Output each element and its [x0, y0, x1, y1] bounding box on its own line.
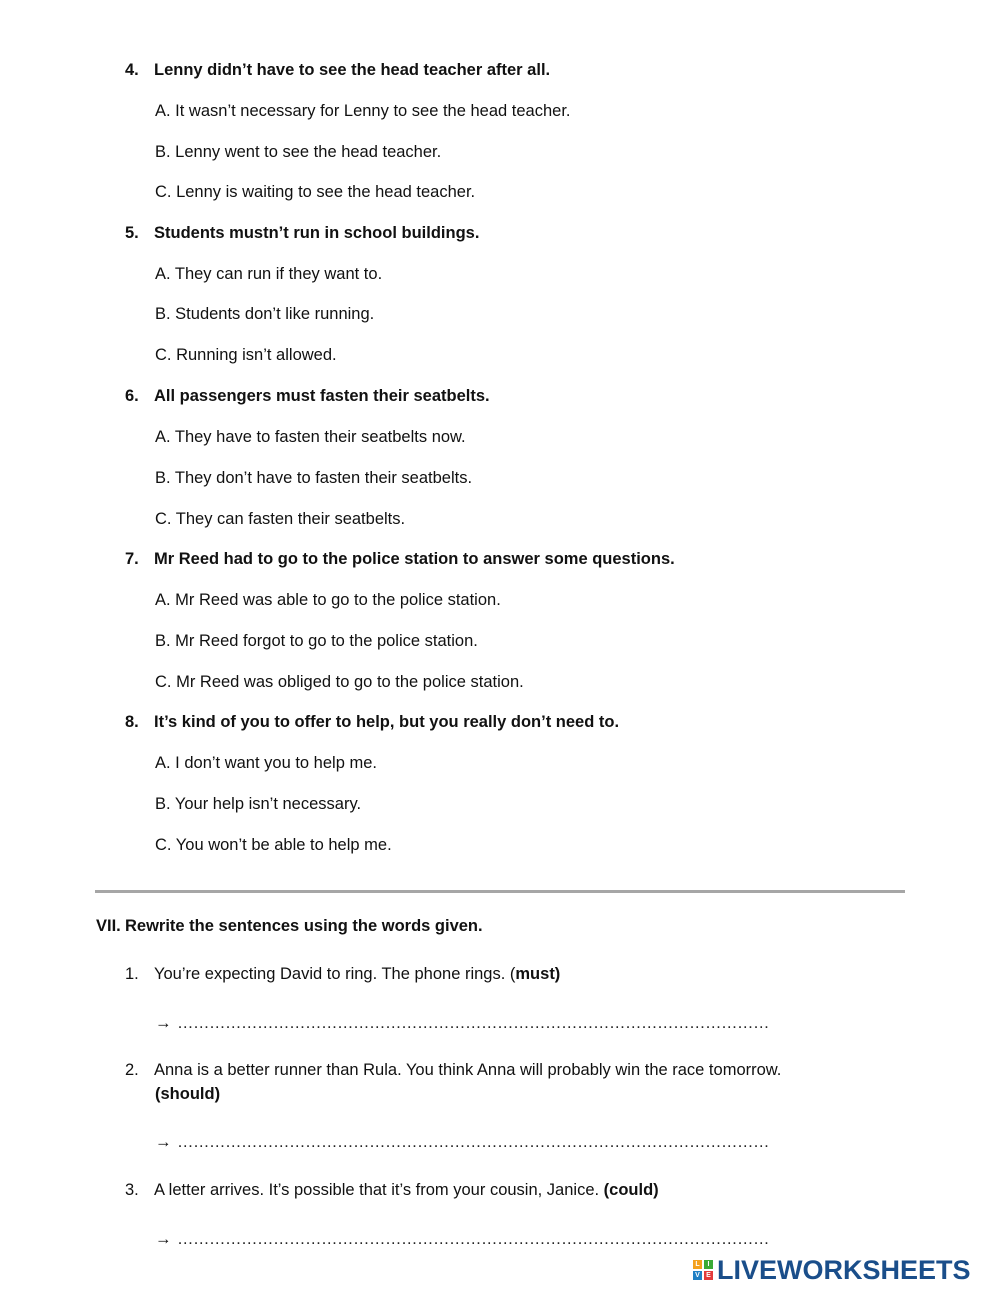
question-text: All passengers must fasten their seatbelts.: [154, 387, 490, 405]
question-5: 5. Students mustn’t run in school buildings.: [125, 224, 480, 242]
answer-blank[interactable]: …………………………………………………………………………………………………: [177, 1014, 769, 1032]
logo-text: LIVEWORKSHEETS: [717, 1254, 971, 1285]
option-6a[interactable]: A. They have to fasten their seatbelts now.: [155, 428, 466, 446]
option-6b[interactable]: B. They don’t have to fasten their seatbelts.: [155, 469, 473, 487]
section-heading: VII. Rewrite the sentences using the words given.: [96, 917, 483, 935]
liveworksheets-logo: [693, 1256, 971, 1284]
question-4: 4. Lenny didn’t have to see the head teacher after all.: [125, 61, 551, 79]
rewrite-text: A letter arrives. It’s possible that it’s from your cousin, Janice.: [154, 1181, 604, 1199]
option-6c[interactable]: C. They can fasten their seatbelts.: [155, 510, 406, 528]
answer-line-1[interactable]: [155, 1014, 769, 1033]
given-word: (could): [603, 1181, 659, 1199]
question-text: Students mustn’t run in school buildings.: [154, 224, 480, 242]
arrow-right-icon: →: [155, 1014, 172, 1032]
option-7b[interactable]: B. Mr Reed forgot to go to the police station.: [155, 632, 478, 650]
logo-tile: I: [704, 1260, 713, 1269]
option-7c[interactable]: C. Mr Reed was obliged to go to the police station.: [155, 673, 524, 691]
rewrite-item-2: 2. Anna is a better runner than Rula. You think Anna will probably win the race tomorrow.: [125, 1061, 782, 1079]
question-7: 7. Mr Reed had to go to the police station to answer some questions.: [125, 550, 675, 568]
answer-blank[interactable]: …………………………………………………………………………………………………: [177, 1230, 769, 1248]
rewrite-text: You’re expecting David to ring. The phone rings. (: [154, 965, 516, 983]
logo-tiles-icon: [693, 1260, 713, 1280]
rewrite-item-3: 3. A letter arrives. It’s possible that it’s from your cousin, Janice. (could): [125, 1181, 659, 1199]
option-5b[interactable]: B. Students don’t like running.: [155, 305, 375, 323]
answer-blank[interactable]: …………………………………………………………………………………………………: [177, 1133, 769, 1151]
question-8: 8. It’s kind of you to offer to help, but you really don’t need to.: [125, 713, 620, 731]
arrow-right-icon: →: [155, 1133, 172, 1151]
answer-line-3[interactable]: [155, 1230, 769, 1249]
option-4c[interactable]: C. Lenny is waiting to see the head teacher.: [155, 183, 476, 201]
arrow-right-icon: →: [155, 1230, 172, 1248]
rewrite-text: Anna is a better runner than Rula. You think Anna will probably win the race tomorrow.: [154, 1061, 782, 1079]
option-8a[interactable]: A. I don’t want you to help me.: [155, 754, 377, 772]
given-word: (should): [155, 1085, 221, 1103]
logo-tile: L: [693, 1260, 702, 1269]
option-4b[interactable]: B. Lenny went to see the head teacher.: [155, 143, 442, 161]
option-5a[interactable]: A. They can run if they want to.: [155, 265, 383, 283]
question-6: 6. All passengers must fasten their seatbelts.: [125, 387, 490, 405]
logo-tile: E: [704, 1271, 713, 1280]
section-title: Rewrite the sentences using the words given.: [125, 917, 483, 935]
question-text: Lenny didn’t have to see the head teacher after all.: [154, 61, 551, 79]
question-text: Mr Reed had to go to the police station to answer some questions.: [154, 550, 675, 568]
option-8b[interactable]: B. Your help isn’t necessary.: [155, 795, 362, 813]
question-text: It’s kind of you to offer to help, but you really don’t need to.: [154, 713, 620, 731]
option-5c[interactable]: C. Running isn’t allowed.: [155, 346, 337, 364]
option-8c[interactable]: C. You won’t be able to help me.: [155, 836, 392, 854]
rewrite-item-1: 1. You’re expecting David to ring. The phone rings. (must): [125, 965, 561, 983]
answer-line-2[interactable]: [155, 1133, 769, 1152]
logo-tile: V: [693, 1271, 702, 1280]
section-divider: [95, 890, 905, 893]
option-4a[interactable]: A. It wasn’t necessary for Lenny to see the head teacher.: [155, 102, 571, 120]
given-word: must): [515, 965, 561, 983]
option-7a[interactable]: A. Mr Reed was able to go to the police station.: [155, 591, 501, 609]
